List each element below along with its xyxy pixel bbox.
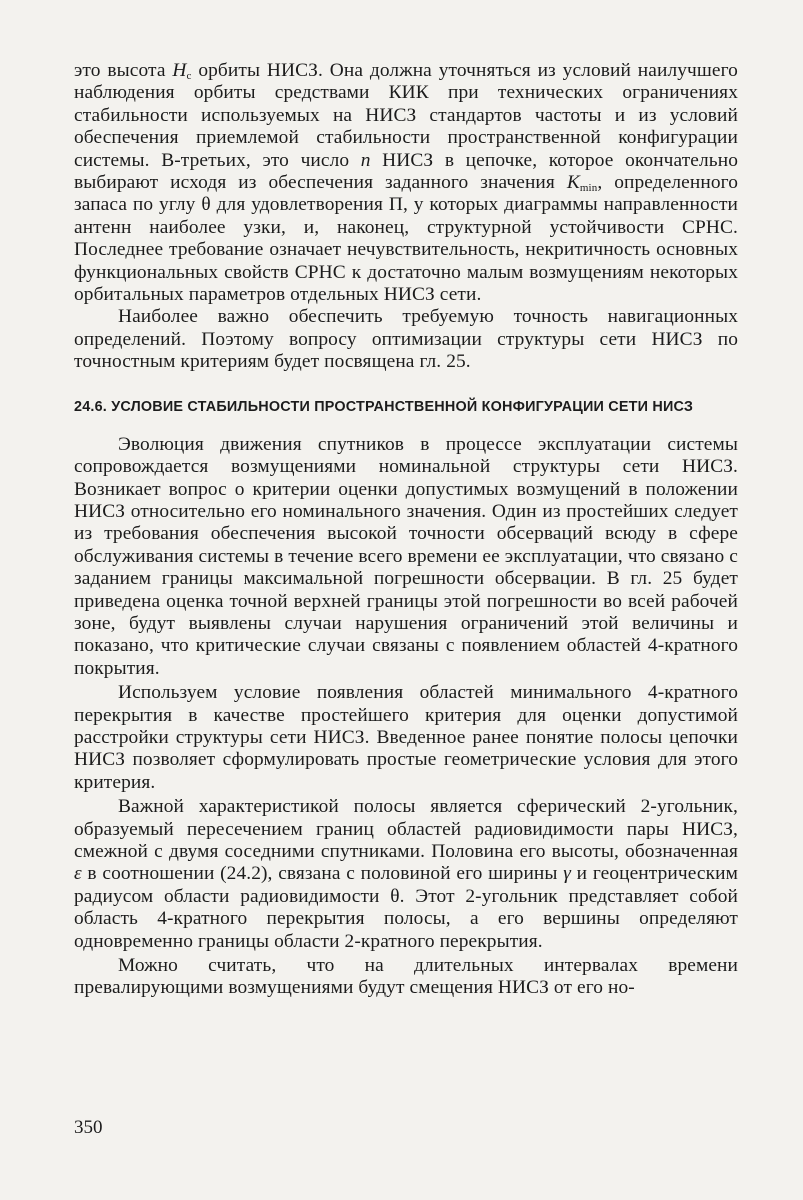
paragraph-4: Используем условие появления областей минимального 4-кратного перекрытия в качестве простейшего критерия для оценки допустимой расстройки структуры сети НИСЗ. Введенное ранее понятие полосы цепочки НИСЗ позволяет сформулировать простые геометрические условия для этого критерия. [74,682,738,793]
paragraph-5 [74,796,738,953]
text-run: в соотношении (24.2), связана с половиной его ширины [81,863,564,885]
page-number: 350 [74,1117,103,1138]
variable-n: n [360,149,371,171]
page-body [74,60,738,1000]
text-run: орбиты НИСЗ. Она должна уточняться из условий наилучшего наблюдения орбиты средствами КИК при технических ограничениях стабильности используемых на НИСЗ стандартов частоты и из условий обеспечения приемлемой стабильности пространственной конфигурации системы. В-третьих, это число [74,60,738,171]
variable-h: H [172,60,187,81]
paragraph-1 [74,60,738,306]
variable-epsilon: ε [74,863,82,885]
subscript-min: min [579,182,598,195]
text-run: , определенного запаса по углу θ для удовлетворения П, у которых диаграммы направленности антенн наиболее узки, и, наконец, структурной устойчивости СРНС. Последнее требование означает нечувствительность, некритичность основных функциональных свойств СРНС к достаточно малым возмущениям некоторых орбитальных параметров отдельных НИСЗ сети. [74,172,738,306]
variable-k: K [566,172,580,194]
paragraph-6: Можно считать, что на длительных интервалах времени превалирующими возмущениями будут смещения НИСЗ от его но- [74,955,738,999]
section-heading: 24.6. УСЛОВИЕ СТАБИЛЬНОСТИ ПРОСТРАНСТВЕННОЙ КОНФИГУРАЦИИ СЕТИ НИСЗ [74,398,694,415]
paragraph-3: Эволюция движения спутников в процессе эксплуатации системы сопровождается возмущениями номинальной структуры сети НИСЗ. Возникает вопрос о критерии оценки допустимых возмущений в положении НИСЗ относительно его номинального значения. Один из простейших следует из требования обеспечения высокой точности обсерваций всюду в сфере обслуживания системы в течение всего времени ее эксплуатации, что связано с заданием границы максимальной погрешности обсервации. В гл. 25 будет приведена оценка точной верхней границы этой погрешности во всей рабочей зоне, будут выявлены случаи нарушения ограничений этой величины и показано, что критические случаи связаны с появлением областей 4-кратного покрытия. [74,433,738,679]
text-run: и геоцентрическим радиусом области радиовидимости θ. Этот 2-угольник представляет собой область 4-кратного перекрытия полосы, а его вершины определяют одновременно границы области 2-кратного перекрытия. [74,863,738,952]
subscript-c: c [186,70,192,82]
text-run: НИСЗ в цепочке, которое окончательно выбирают исходя из обеспечения заданного значения [74,149,738,194]
text-run: это высота [74,60,173,81]
paragraph-2: Наиболее важно обеспечить требуемую точность навигационных определений. Поэтому вопросу оптимизации структуры сети НИСЗ по точностным критериям будет посвящена гл. 25. [74,306,738,373]
variable-gamma: γ [563,863,571,885]
text-run: Важной характеристикой полосы является сферический 2-угольник, образуемый пересечением границ областей радиовидимости пары НИСЗ, смежной с двумя соседними спутниками. Половина его высоты, обозначенная [74,796,738,862]
